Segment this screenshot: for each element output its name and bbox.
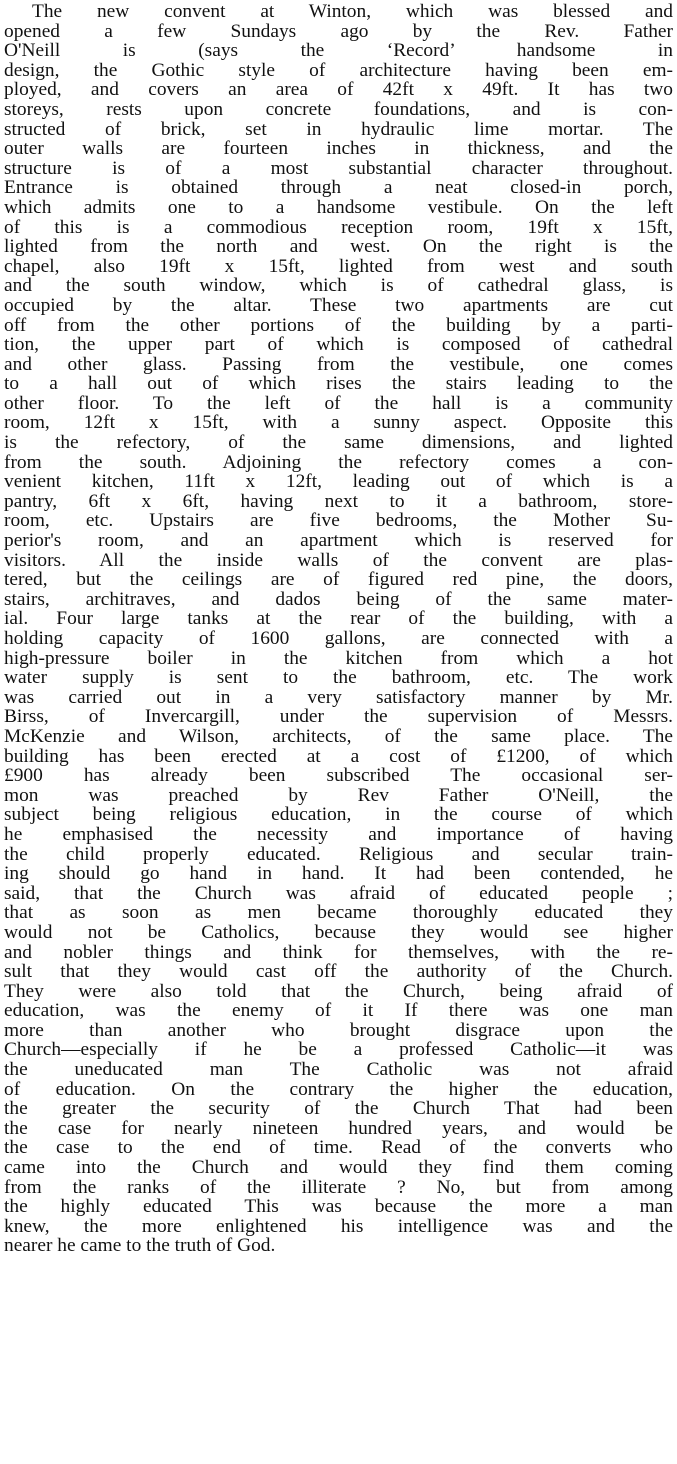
article-line: stairs, architraves, and dados being of the same mater- [4,589,673,610]
article-line: and the south window, which is of cathedral glass, is [4,276,673,296]
article-line: O'Neill is (says the ‘Record’ handsome in [4,41,673,61]
article-line: more than another who brought disgrace upon the [4,1020,673,1041]
article-line: occupied by the altar. These two apartments are cut [4,295,673,316]
article-line: room, 12ft x 15ft, with a sunny aspect. Opposite this [4,413,673,434]
article-line: tered, but the ceilings are of figured red pine, the doors, [4,570,673,590]
article-line: ployed, and covers an area of 42ft x 49ft. It has two [4,80,673,100]
article-line: he emphasised the necessity and importance of having [4,824,673,845]
article-line: Entrance is obtained through a neat closed-in porch, [4,178,673,198]
article-line: to a hall out of which rises the stairs leading to the [4,374,673,394]
article-line: off from the other portions of the building by a parti- [4,315,673,336]
article-line: high-pressure boiler in the kitchen from which a hot [4,648,673,669]
article-line: came into the Church and would they find them coming [4,1158,673,1178]
article-line: and nobler things and think for themselves, with the re- [4,942,673,963]
article-line: design, the Gothic style of architecture having been em- [4,60,673,81]
article-body [4,2,673,1256]
article-line: and other glass. Passing from the vestibule, one comes [4,354,673,375]
article-line: The new convent at Winton, which was blessed and [32,2,673,22]
article-line: was carried out in a very satisfactory manner by Mr. [4,687,673,708]
article-line: chapel, also 19ft x 15ft, lighted from west and south [4,256,673,277]
article-line: structure is of a most substantial character throughout. [4,158,673,179]
article-line: the greater the security of the Church That had been [4,1099,673,1119]
article-line: Birss, of Invercargill, under the supervision of Messrs. [4,707,673,727]
article-line: £900 has already been subscribed The occasional ser- [4,766,673,786]
article-line: knew, the more enlightened his intelligence was and the [4,1216,673,1237]
article-line: from the south. Adjoining the refectory comes a con- [4,452,673,473]
article-line: outer walls are fourteen inches in thickness, and the [4,139,673,159]
article-line: that as soon as men became thoroughly educated they [4,903,673,923]
article-line: nearer he came to the truth of God. [4,1236,276,1256]
article-line: ing should go hand in hand. It had been contended, he [4,864,673,884]
article-line: Church—especially if he be a professed Catholic—it was [4,1040,673,1061]
article-line: water supply is sent to the bathroom, etc. The work [4,668,673,688]
article-line: of this is a commodious reception room, 19ft x 15ft, [4,217,673,238]
article-line: other floor. To the left of the hall is a community [4,393,673,414]
article-line: venient kitchen, 11ft x 12ft, leading out of which is a [4,472,673,492]
article-line: the highly educated This was because the more a man [4,1197,673,1217]
article-line: visitors. All the inside walls of the convent are plas- [4,550,673,571]
article-line: the child properly educated. Religious and secular train- [4,844,673,865]
article-line: the case to the end of time. Read of the converts who [4,1138,673,1159]
article-line: of education. On the contrary the higher the education, [4,1079,673,1100]
article-line: storeys, rests upon concrete foundations, and is con- [4,99,673,120]
article-line: tion, the upper part of which is composed of cathedral [4,335,673,355]
article-line: education, was the enemy of it If there was one man [4,1001,673,1021]
article-line: pantry, 6ft x 6ft, having next to it a bathroom, store- [4,491,673,512]
article-line: perior's room, and an apartment which is reserved for [4,531,673,551]
article-line: McKenzie and Wilson, architects, of the same place. The [4,726,673,747]
article-line: building has been erected at a cost of £1200, of which [4,746,673,767]
article-line: structed of brick, set in hydraulic lime mortar. The [4,119,673,140]
article-line: holding capacity of 1600 gallons, are connected with a [4,629,673,649]
article-line: mon was preached by Rev Father O'Neill, the [4,785,673,806]
article-line: lighted from the north and west. On the right is the [4,237,673,257]
article-line: from the ranks of the illiterate ? No, but from among [4,1177,673,1198]
article-line: said, that the Church was afraid of educated people ; [4,883,673,904]
article-line: subject being religious education, in the course of which [4,805,673,825]
article-line: which admits one to a handsome vestibule. On the left [4,197,673,218]
article-line: sult that they would cast off the authority of the Church. [4,962,673,982]
article-line: room, etc. Upstairs are five bedrooms, the Mother Su- [4,511,673,532]
article-line: the case for nearly nineteen hundred years, and would be [4,1118,673,1139]
article-line: They were also told that the Church, being afraid of [4,981,673,1002]
article-line: is the refectory, of the same dimensions, and lighted [4,433,673,453]
article-line: ial. Four large tanks at the rear of the building, with a [4,609,673,629]
article-line: the uneducated man The Catholic was not afraid [4,1060,673,1080]
article-line: opened a few Sundays ago by the Rev. Father [4,21,673,42]
article-line: would not be Catholics, because they would see higher [4,922,673,943]
